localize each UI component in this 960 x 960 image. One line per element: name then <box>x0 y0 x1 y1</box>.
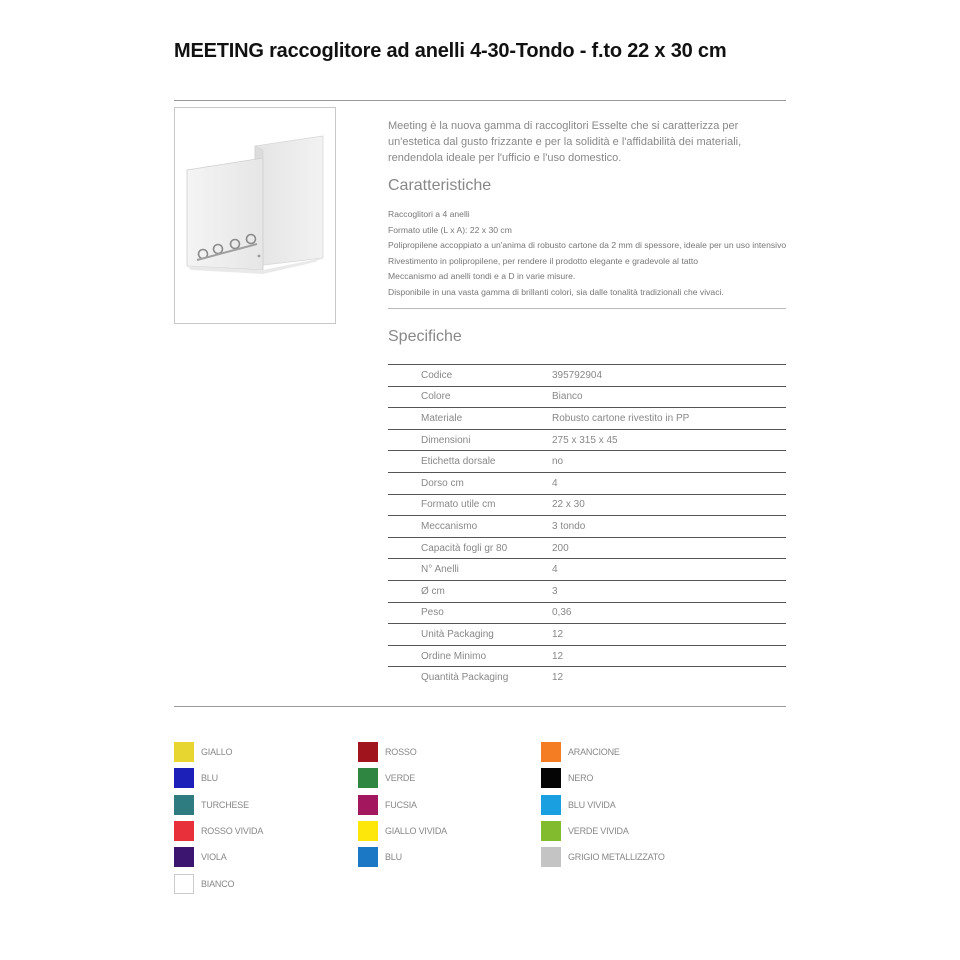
spec-row <box>388 581 786 603</box>
color-option <box>358 847 402 867</box>
spec-label: Peso <box>421 607 444 619</box>
color-swatch <box>174 821 194 841</box>
specs-heading: Specifiche <box>388 328 462 345</box>
color-swatch <box>541 795 561 815</box>
color-option <box>358 821 447 841</box>
color-swatch <box>541 847 561 867</box>
spec-label: Ordine Minimo <box>421 650 487 662</box>
color-label: GIALLO <box>201 747 233 757</box>
color-label: ROSSO VIVIDA <box>201 825 264 836</box>
spec-row <box>388 559 786 581</box>
feature-item: Meccanismo ad anelli tondi e a D in varie misure. <box>388 271 576 282</box>
color-option <box>541 795 616 815</box>
color-label: NERO <box>568 773 594 784</box>
feature-item: Disponibile in una vasta gamma di brillanti colori, sia dalle tonalità tradizionali che vivaci. <box>388 286 724 297</box>
spec-value: 200 <box>552 542 569 554</box>
color-option <box>174 821 263 841</box>
spec-row <box>388 495 786 517</box>
color-label: TURCHESE <box>201 799 249 810</box>
color-swatch <box>358 742 378 762</box>
feature-item: Formato utile (L x A): 22 x 30 cm <box>388 224 512 235</box>
spec-label: Ø cm <box>421 585 445 597</box>
color-option <box>174 742 232 762</box>
spec-label: Dimensioni <box>421 434 471 446</box>
spec-value: 3 <box>552 585 558 597</box>
color-swatch <box>358 847 378 867</box>
color-label: BIANCO <box>201 878 235 889</box>
description-area <box>388 118 788 166</box>
color-option <box>358 795 417 815</box>
color-option <box>358 742 417 762</box>
spec-label: Capacità fogli gr 80 <box>421 542 508 554</box>
color-label: BLU <box>201 773 218 784</box>
page-title: MEETING raccoglitore ad anelli 4-30-Tondo - f.to 22 x 30 cm <box>174 40 727 62</box>
color-swatch <box>541 768 561 788</box>
spec-row <box>388 365 786 387</box>
spec-label: Materiale <box>421 412 463 424</box>
color-label: VERDE VIVIDA <box>568 825 629 836</box>
spec-row <box>388 387 786 409</box>
color-label: GIALLO VIVIDA <box>385 825 447 836</box>
color-option <box>541 768 593 788</box>
color-swatch <box>358 795 378 815</box>
features-divider <box>388 308 786 309</box>
spec-label: Quantità Packaging <box>421 672 509 684</box>
spec-label: Formato utile cm <box>421 499 496 511</box>
color-label: VIOLA <box>201 852 227 863</box>
spec-row <box>388 646 786 668</box>
color-option <box>541 742 620 762</box>
spec-value: 4 <box>552 564 558 576</box>
spec-label: Dorso cm <box>421 477 464 489</box>
color-label: GRIGIO METALLIZZATO <box>568 852 665 863</box>
color-option <box>174 847 227 867</box>
color-swatch <box>174 795 194 815</box>
spec-row <box>388 430 786 452</box>
spec-label: Codice <box>421 369 453 381</box>
spec-label: Meccanismo <box>421 520 478 532</box>
color-swatch <box>174 742 194 762</box>
spec-row <box>388 603 786 625</box>
spec-value: 4 <box>552 477 558 489</box>
color-option <box>174 874 234 894</box>
color-option <box>174 768 218 788</box>
spec-label: N° Anelli <box>421 564 459 576</box>
spec-value: 3 tondo <box>552 520 586 532</box>
color-swatch <box>358 821 378 841</box>
spec-value: 275 x 315 x 45 <box>552 434 618 446</box>
spec-value: 12 <box>552 628 564 640</box>
spec-row <box>388 538 786 560</box>
color-option <box>541 821 629 841</box>
color-label: FUCSIA <box>385 799 417 810</box>
color-option <box>358 768 415 788</box>
specs-table <box>388 364 786 688</box>
color-swatch <box>174 847 194 867</box>
spec-row <box>388 624 786 646</box>
spec-value: Robusto cartone rivestito in PP <box>552 412 690 424</box>
product-intro: Meeting è la nuova gamma di raccoglitori Esselte che si caratterizza per un'estetica dal gusto frizzante e per la solidità e l'affidabilità dei materiali, rendendola ideale per l'ufficio e l'uso domestico. <box>388 120 742 164</box>
color-swatch <box>541 742 561 762</box>
features-list <box>388 207 788 301</box>
spec-value: 12 <box>552 650 564 662</box>
spec-value: 395792904 <box>552 369 603 381</box>
color-option <box>174 795 249 815</box>
color-label: ROSSO <box>385 747 417 757</box>
spec-row <box>388 408 786 430</box>
spec-row <box>388 473 786 495</box>
color-swatch <box>174 768 194 788</box>
feature-item: Rivestimento in polipropilene, per rendere il prodotto elegante e gradevole al tatto <box>388 255 699 266</box>
binder-illustration <box>175 108 335 323</box>
color-label: BLU <box>385 852 402 863</box>
spec-value: Bianco <box>552 391 583 403</box>
spec-value: 22 x 30 <box>552 499 585 511</box>
features-heading: Caratteristiche <box>388 177 492 194</box>
color-label: ARANCIONE <box>568 747 620 757</box>
color-swatch <box>174 874 194 894</box>
feature-item: Polipropilene accoppiato a un'anima di robusto cartone da 2 mm di spessore, ideale per un uso intensivo <box>388 240 787 251</box>
color-label: BLU VIVIDA <box>568 799 616 810</box>
spec-label: Colore <box>421 391 451 403</box>
spec-value: no <box>552 456 564 468</box>
color-swatch <box>358 768 378 788</box>
spec-value: 12 <box>552 672 564 684</box>
top-divider <box>174 100 786 101</box>
color-option <box>541 847 665 867</box>
spec-row <box>388 667 786 688</box>
spec-row <box>388 451 786 473</box>
color-swatch <box>541 821 561 841</box>
spec-label: Unità Packaging <box>421 628 494 640</box>
spec-row <box>388 516 786 538</box>
spec-label: Etichetta dorsale <box>421 456 496 468</box>
bottom-divider <box>174 706 786 707</box>
color-label: VERDE <box>385 773 416 784</box>
spec-value: 0,36 <box>552 607 572 619</box>
product-image <box>174 107 336 324</box>
feature-item: Raccoglitori a 4 anelli <box>388 209 470 219</box>
